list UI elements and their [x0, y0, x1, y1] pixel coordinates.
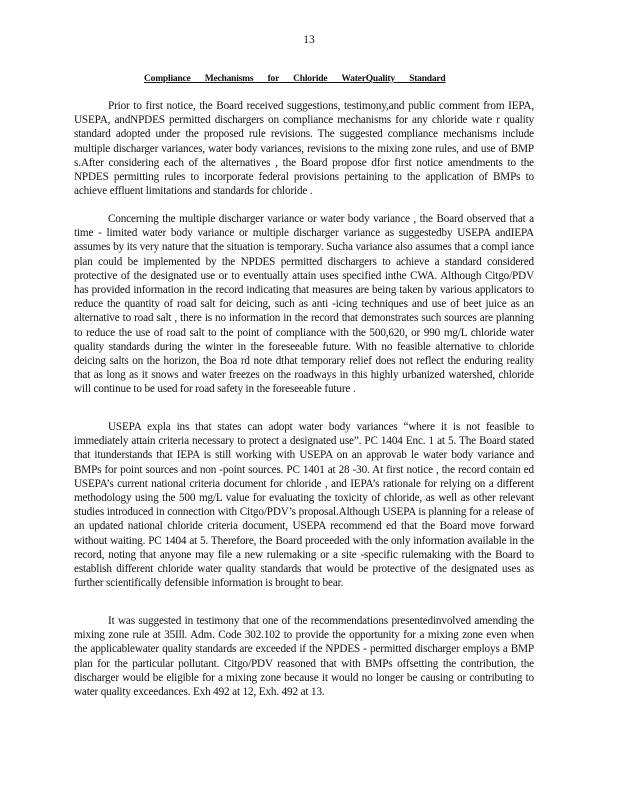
paragraph-text: Prior to first notice, the Board received suggestions, testimony,and public comment from IEPA, USEPA, andNPDES permitted dischargers on compliance mechanisms for any chloride wate r quality standard adopted under the proposed rule revisions. The suggested compliance mechanisms include multiple discharger variances, water body variances, revisions to the mixing zone rules, and use of BMP s.After considering each of the alternatives , the Board propose dfor first notice amendments to the NPDES permitting rules to incorporate federal provisions pertaining to the application of BMPs to achieve effluent limitations and standards for chloride . — [74, 100, 534, 198]
body-paragraph-3 — [74, 420, 534, 590]
paragraph-text: Concerning the multiple discharger variance or water body variance , the Board observed that a time - limited water body variance or multiple discharger variance as suggestedby USEPA andIEPA assumes by its very nature that the situation is temporary. Sucha variance also assumes that a compl iance plan could be implemented by the NPDES permitted dischargers to achieve a standard considered protective of the designated use or to eventually attain uses specified inthe CWA. Although Citgo/PDV has provided information in the record indicating that measures are being taken by various applicators to reduce the quantity of road salt for deicing, such as anti -icing techniques and use of beet juice as an alternative to road salt , there is no information in the record that demonstrates such sources are planning to reduce the use of road salt to the point of compliance with the 500,620, or 990 mg/L chloride water quality standards during the winter in the foreseeable future. With no feasible alternative to chloride deicing salts on the horizon, the Boa rd note dthat temporary relief does not reflect the enduring reality that as long as it snows and water freezes on the roadways in this highly urbanized watershed, chloride will continue to be used for road safety in the foreseeable future . — [74, 213, 534, 396]
section-heading: Compliance Mechanisms for Chloride WaterQuality Standard — [144, 74, 446, 84]
paragraph-text: USEPA expla ins that states can adopt water body variances “where it is not feasible to immediately attain criteria necessary to protect a designated use”. PC 1404 Enc. 1 at 5. The Board stated that itunderstands that IEPA is still working with USEPA on an approvab le water body variance and BMPs for point sources and non -point sources. PC 1401 at 28 -30. At first notice , the record contain ed USEPA’s current national criteria document for chloride , and IEPA’s rationale for relying on a different methodology using the 500 mg/L value for evaluating the toxicity of chloride, as well as other relevant studies introduced in connection with Citgo/PDV’s proposal.Although USEPA is planning for a release of an updated national chloride criteria document, USEPA recommend ed that the Board move forward without waiting. PC 1404 at 5. Therefore, the Board proceeded with the only information available in the record, noting that anyone may file a new rulemaking or a site -specific rulemaking with the Board to establish different chloride water quality standards that would be protective of the designated uses as further scientifically defensible information is brought to bear. — [74, 421, 534, 590]
page-number: 13 — [303, 34, 315, 46]
paragraph-text: It was suggested in testimony that one of the recommendations presentedinvolved amending the mixing zone rule at 35Ill. Adm. Code 302.102 to provide the opportunity for a mixing zone even when the applicablewater quality standards are exceeded if the NPDES - permitted discharger employs a BMP plan for the particular pollutant. Citgo/PDV reasoned that with BMPs offsetting the contribution, the discharger would be eligible for a mixing zone because it would no longer be causing or contributing to water quality exceedances. Exh 492 at 12, Exh. 492 at 13. — [74, 615, 534, 699]
body-paragraph-1 — [74, 99, 534, 198]
body-paragraph-4 — [74, 614, 534, 699]
body-paragraph-2 — [74, 212, 534, 397]
